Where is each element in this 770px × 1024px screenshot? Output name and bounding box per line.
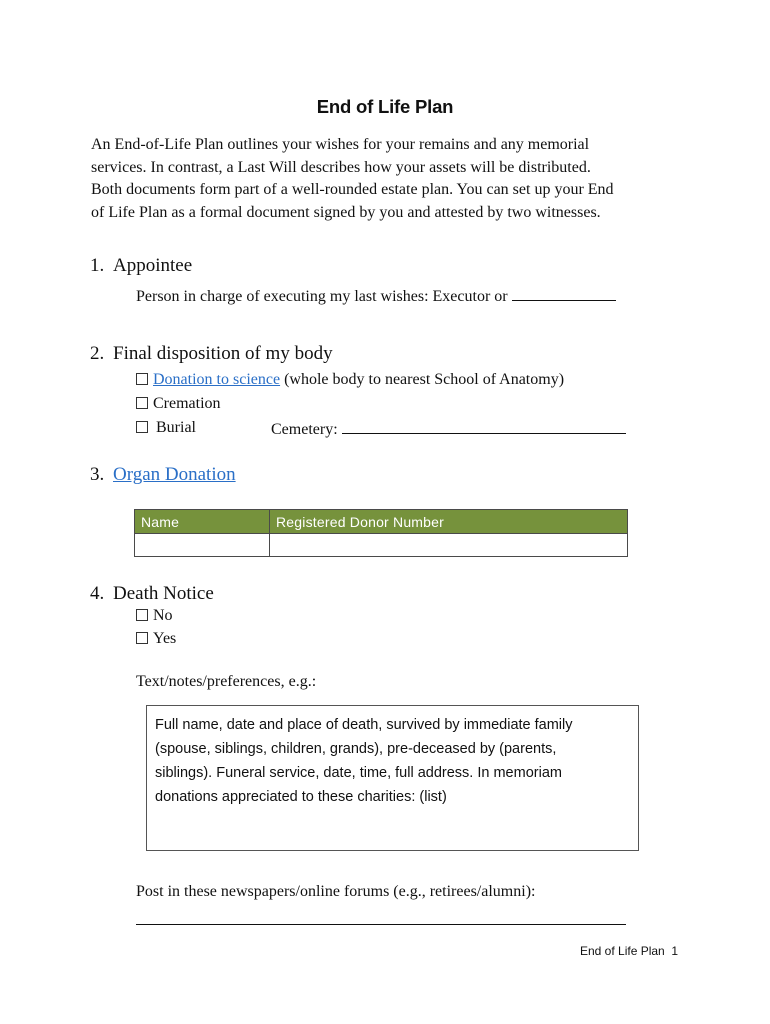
option-yes [136, 630, 176, 648]
section-disposition-heading [90, 343, 333, 365]
cremation-label: Cremation [153, 395, 221, 412]
intro-line: of Life Plan as a formal document signed by you and attested by two witnesses. [91, 203, 601, 221]
science-suffix: (whole body to nearest School of Anatomy) [280, 371, 565, 388]
yes-checkbox[interactable] [136, 632, 148, 644]
footer-label: End of Life Plan [580, 944, 665, 958]
burial-label: Burial [156, 419, 196, 436]
option-no [136, 607, 173, 625]
yes-label: Yes [153, 630, 177, 647]
appointee-blank-field[interactable] [512, 286, 616, 301]
no-checkbox[interactable] [136, 609, 148, 621]
table-row [135, 534, 628, 557]
notes-line: siblings). Funeral service, date, time, full address. In memoriam [155, 765, 562, 781]
section-death-notice-heading [90, 583, 214, 605]
column-header-name: Name [135, 510, 270, 534]
section-number: 1. [90, 255, 105, 276]
section-title: Final disposition of my body [113, 343, 333, 364]
cemetery-line [271, 419, 626, 439]
post-line [136, 910, 626, 930]
name-cell[interactable] [135, 534, 270, 557]
organ-donor-table [134, 509, 628, 557]
notes-text-box[interactable] [146, 705, 639, 851]
post-label: Post in these newspapers/online forums (e.g., retirees/alumni): [136, 883, 536, 900]
section-number: 3. [90, 464, 105, 485]
appointee-line [136, 286, 616, 306]
section-organ-heading [90, 464, 236, 486]
intro-paragraph [91, 134, 691, 224]
cemetery-label: Cemetery: [271, 421, 338, 438]
donation-to-science-link[interactable]: Donation to science [153, 371, 281, 388]
section-title: Appointee [113, 255, 193, 276]
notes-line: donations appreciated to these charities: (list) [155, 789, 447, 805]
notes-line: (spouse, siblings, children, grands), pre-deceased by (parents, [155, 741, 557, 757]
section-appointee-heading [90, 255, 192, 277]
science-checkbox[interactable] [136, 373, 148, 385]
page-title: End of Life Plan [316, 96, 454, 117]
option-burial [136, 419, 196, 437]
cemetery-blank-field[interactable] [342, 419, 626, 434]
page-footer [580, 944, 678, 958]
option-science [136, 371, 564, 389]
page-number: 1 [671, 944, 679, 958]
notes-label: Text/notes/preferences, e.g.: [136, 673, 317, 690]
section-number: 2. [90, 343, 105, 364]
appointee-label: Person in charge of executing my last wishes: Executor or [136, 288, 508, 305]
cremation-checkbox[interactable] [136, 397, 148, 409]
post-blank-field[interactable] [136, 910, 626, 925]
intro-line: Both documents form part of a well-rounded estate plan. You can set up your End [91, 181, 614, 198]
organ-donation-link[interactable]: Organ Donation [113, 464, 236, 485]
donor-number-cell[interactable] [270, 534, 628, 557]
intro-line: services. In contrast, a Last Will describes how your assets will be distributed. [91, 158, 591, 176]
column-header-donor-number: Registered Donor Number [270, 510, 628, 534]
no-label: No [153, 607, 173, 624]
intro-line: An End-of-Life Plan outlines your wishes for your remains and any memorial [91, 136, 590, 153]
section-number: 4. [90, 583, 105, 604]
option-cremation [136, 395, 221, 413]
table-header-row [135, 510, 628, 534]
burial-checkbox[interactable] [136, 421, 148, 433]
notes-line: Full name, date and place of death, survived by immediate family [155, 717, 573, 733]
section-title: Death Notice [113, 583, 214, 604]
